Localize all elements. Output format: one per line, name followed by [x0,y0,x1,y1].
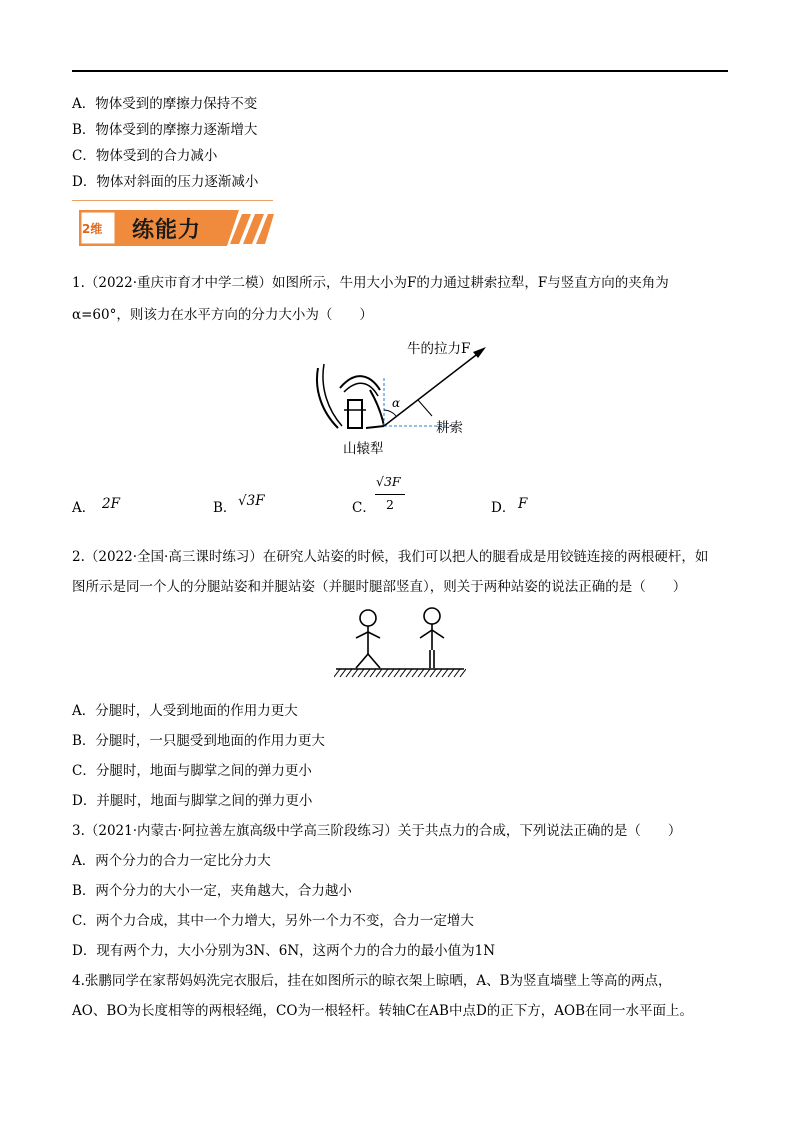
q1-option-b-value: √3F [238,493,265,509]
q1-option-d-letter: D． [491,500,516,516]
q1-stem-line2: α=60°，则该力在水平方向的分力大小为（ ） [72,307,373,323]
q1-plough-label: 山辕犁 [343,441,384,457]
q1-angle-label: α [392,396,401,410]
section-title: 练能力 [132,218,202,243]
q2-stance-figure [334,602,466,684]
q2-option-a: A．分腿时，人受到地面的作用力更大 [72,703,298,719]
q3-option-b: B．两个分力的大小一定，夹角越大，合力越小 [72,883,352,899]
q1-option-c-fraction-bar [375,494,405,495]
q4-stem-line2: AO、BO为长度相等的两根轻绳，CO为一根轻杆。转轴C在AB中点D的正下方，AOB在同一水平面上。 [72,1003,694,1019]
prev-option-d: D．物体对斜面的压力逐渐减小 [72,174,259,190]
q3-option-d: D．现有两个力，大小分别为3N、6N，这两个力的合力的最小值为1N [72,943,496,959]
prev-option-c: C．物体受到的合力减小 [72,148,218,164]
q3-option-a: A．两个分力的合力一定比分力大 [72,853,271,869]
prev-option-b: B．物体受到的摩擦力逐渐增大 [72,122,258,138]
q1-option-c-letter: C． [352,500,376,516]
q2-stem-line1: 2.（2022·全国·高三课时练习）在研究人站姿的时候，我们可以把人的腿看成是用铰链连接的两根硬杆，如 [72,549,709,565]
header-rule [72,70,728,72]
q2-option-b: B．分腿时，一只腿受到地面的作用力更大 [72,733,325,749]
q4-stem-line1: 4.张鹏同学在家帮妈妈洗完衣服后，挂在如图所示的晾衣架上晾晒，A、B为竖直墙壁上等高的两点， [72,973,672,989]
q2-option-c: C．分腿时，地面与脚掌之间的弹力更小 [72,763,312,779]
q3-stem: 3.（2021·内蒙古·阿拉善左旗高级中学高三阶段练习）关于共点力的合成，下列说法正确的是（ ） [72,823,682,839]
q1-option-a-value: 2F [102,496,120,512]
q1-rope-label: 耕索 [436,420,463,436]
q1-option-c-denominator: 2 [386,497,394,512]
q1-option-d-value: F [518,496,528,512]
q1-option-a-letter: A． [72,500,96,516]
q1-force-label: 牛的拉力F [407,341,471,357]
q1-option-c-numerator: √3F [376,474,401,489]
q1-option-b-letter: B． [213,500,237,516]
section-divider [72,200,273,201]
prev-option-a: A．物体受到的摩擦力保持不变 [72,96,258,112]
q1-stem-line1: 1.（2022·重庆市育才中学二模）如图所示，牛用大小为F的力通过耕索拉犁，F与竖直方向的夹角为 [72,275,669,291]
q3-option-c: C．两个力合成，其中一个力增大，另外一个力不变，合力一定增大 [72,913,474,929]
q2-option-d: D．并腿时，地面与脚掌之间的弹力更小 [72,793,313,809]
q2-stem-line2: 图所示是同一个人的分腿站姿和并腿站姿（并腿时腿部竖直），则关于两种站姿的说法正确的是（ ） [72,579,687,595]
section-badge: 2维 [82,222,103,236]
